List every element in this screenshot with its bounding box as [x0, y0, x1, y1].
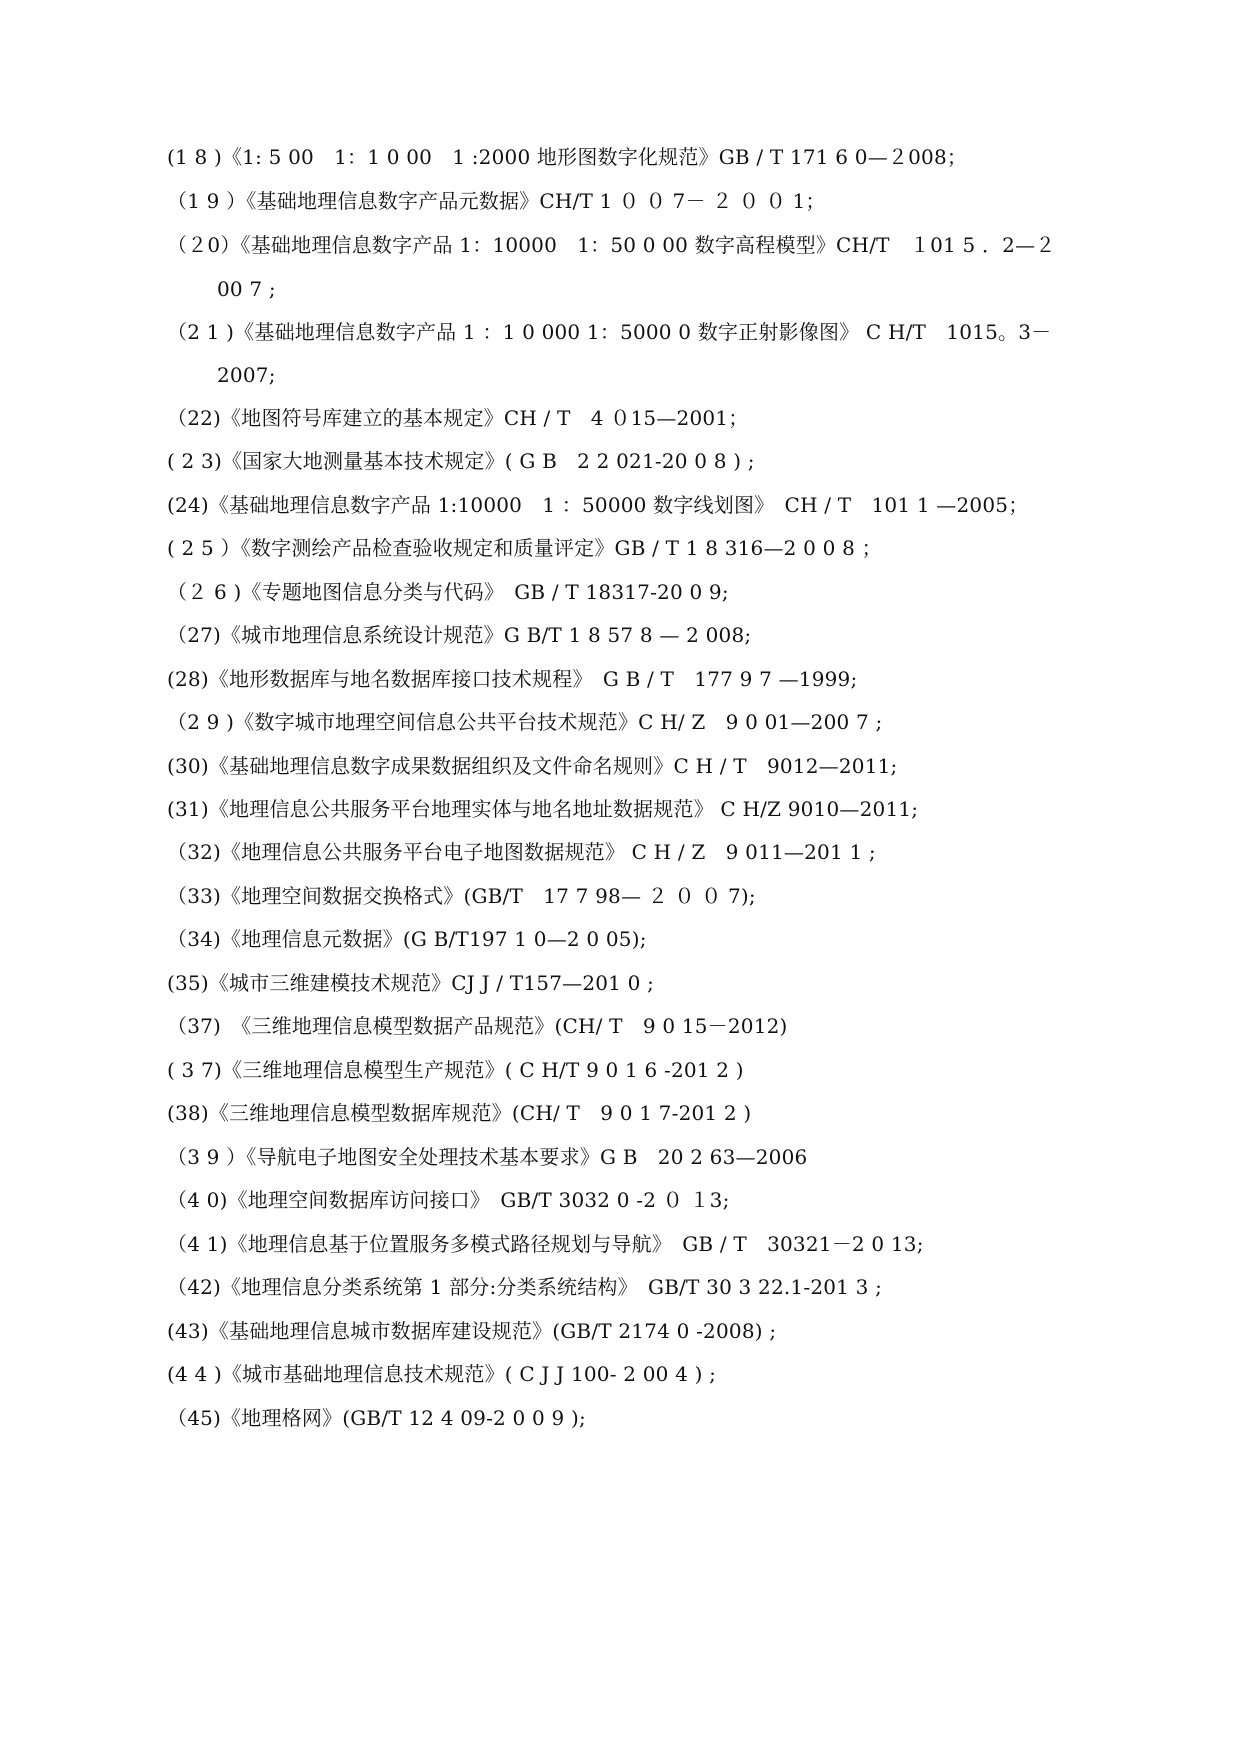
reference-item-24: (24)《基础地理信息数字产品 1:10000 1 ：50000 数字线划图》 CH / T 101 1 —2005；	[167, 493, 1029, 517]
reference-item-32: （32)《地理信息公共服务平台电子地图数据规范》 C H / Z 9 011—201 1 ;	[167, 840, 876, 864]
reference-item-26: （２ 6 )《专题地图信息分类与代码》 GB / T 18317-20 0 9;	[167, 580, 729, 604]
reference-item-22: （22)《地图符号库建立的基本规定》CH / T 4 ０15—2001；	[167, 406, 749, 430]
reference-item-31: (31)《地理信息公共服务平台地理实体与地名地址数据规范》 C H/Z 9010—2011;	[167, 797, 919, 821]
reference-item-25: ( 2 5 ）《数字测绘产品检查验收规定和质量评定》GB / T 1 8 316—2 0 0 8 ；	[167, 536, 882, 560]
reference-item-39: （3 9 ）《导航电子地图安全处理技术基本要求》G B 20 2 63—2006	[167, 1145, 808, 1169]
reference-item-37b: ( 3 7)《三维地理信息模型生产规范》( C H/T 9 0 1 6 -201 2 )	[167, 1058, 744, 1082]
reference-item-20: （２0）《基础地理信息数字产品 1：10000 1：50 0 00 数字高程模型》CH/T １01 5 ．2—２	[167, 233, 1056, 257]
reference-item-33: （33)《地理空间数据交换格式》(GB/T 17 7 98— ２ ０ ０ 7);	[167, 884, 756, 908]
reference-item-28: (28)《地形数据库与地名数据库接口技术规程》 G B / T 177 9 7 —1999;	[167, 667, 858, 691]
reference-item-21: （2 1 )《基础地理信息数字产品 1 ：1 0 000 1：5000 0 数字正射影像图》 C H/T 1015。3－	[167, 320, 1052, 344]
reference-item-30: (30)《基础地理信息数字成果数据组织及文件命名规则》C H / T 9012—2011;	[167, 754, 898, 778]
reference-item-19: （1 9 ）《基础地理信息数字产品元数据》CH/T 1 ０ ０ 7－ ２ ０ ０ 1；	[167, 189, 826, 213]
reference-item-34: （34)《地理信息元数据》(G B/T197 1 0—2 0 05);	[167, 927, 647, 951]
reference-item-35: (35)《城市三维建模技术规范》CJ J / T157—201 0 ;	[167, 971, 655, 995]
reference-item-43: (43)《基础地理信息城市数据库建设规范》(GB/T 2174 0 -2008) ;	[167, 1319, 777, 1343]
reference-item-41: （4 1)《地理信息基于位置服务多模式路径规划与导航》 GB / T 30321－2 0 13;	[167, 1232, 924, 1256]
reference-item-23: ( 2 3)《国家大地测量基本技术规定》( G B 2 2 021-20 0 8 ) ;	[167, 449, 755, 473]
reference-item-38: (38)《三维地理信息模型数据库规范》(CH/ T 9 0 1 7-201 2 )	[167, 1101, 752, 1125]
reference-item-29: （2 9 )《数字城市地理空间信息公共平台技术规范》C H/ Z 9 0 01—200 7 ;	[167, 710, 883, 734]
reference-item-27: （27)《城市地理信息系统设计规范》G B/T 1 8 57 8 — 2 008;	[167, 623, 752, 647]
reference-item-44: (4 4 )《城市基础地理信息技术规范》( C J J 100- 2 00 4 ) ;	[167, 1362, 717, 1386]
reference-item-21-continued: 2007;	[217, 363, 276, 387]
reference-item-18: (1 8 )《1: 5 00 1：1 0 00 1 :2000 地形图数字化规范》GB / T 171 6 0—２008；	[167, 145, 968, 169]
reference-item-20-continued: 00 7 ;	[217, 277, 276, 301]
reference-item-42: （42)《地理信息分类系统第 1 部分:分类系统结构》 GB/T 30 3 22.1-201 3 ;	[167, 1275, 883, 1299]
reference-item-40: （4 0)《地理空间数据库访问接口》 GB/T 3032 0 -2 ０ １3;	[167, 1188, 730, 1212]
reference-item-37a: （37) 《三维地理信息模型数据产品规范》(CH/ T 9 0 15－2012)	[167, 1014, 788, 1038]
reference-item-45: （45)《地理格网》(GB/T 12 4 09-2 0 0 9 );	[167, 1406, 586, 1430]
